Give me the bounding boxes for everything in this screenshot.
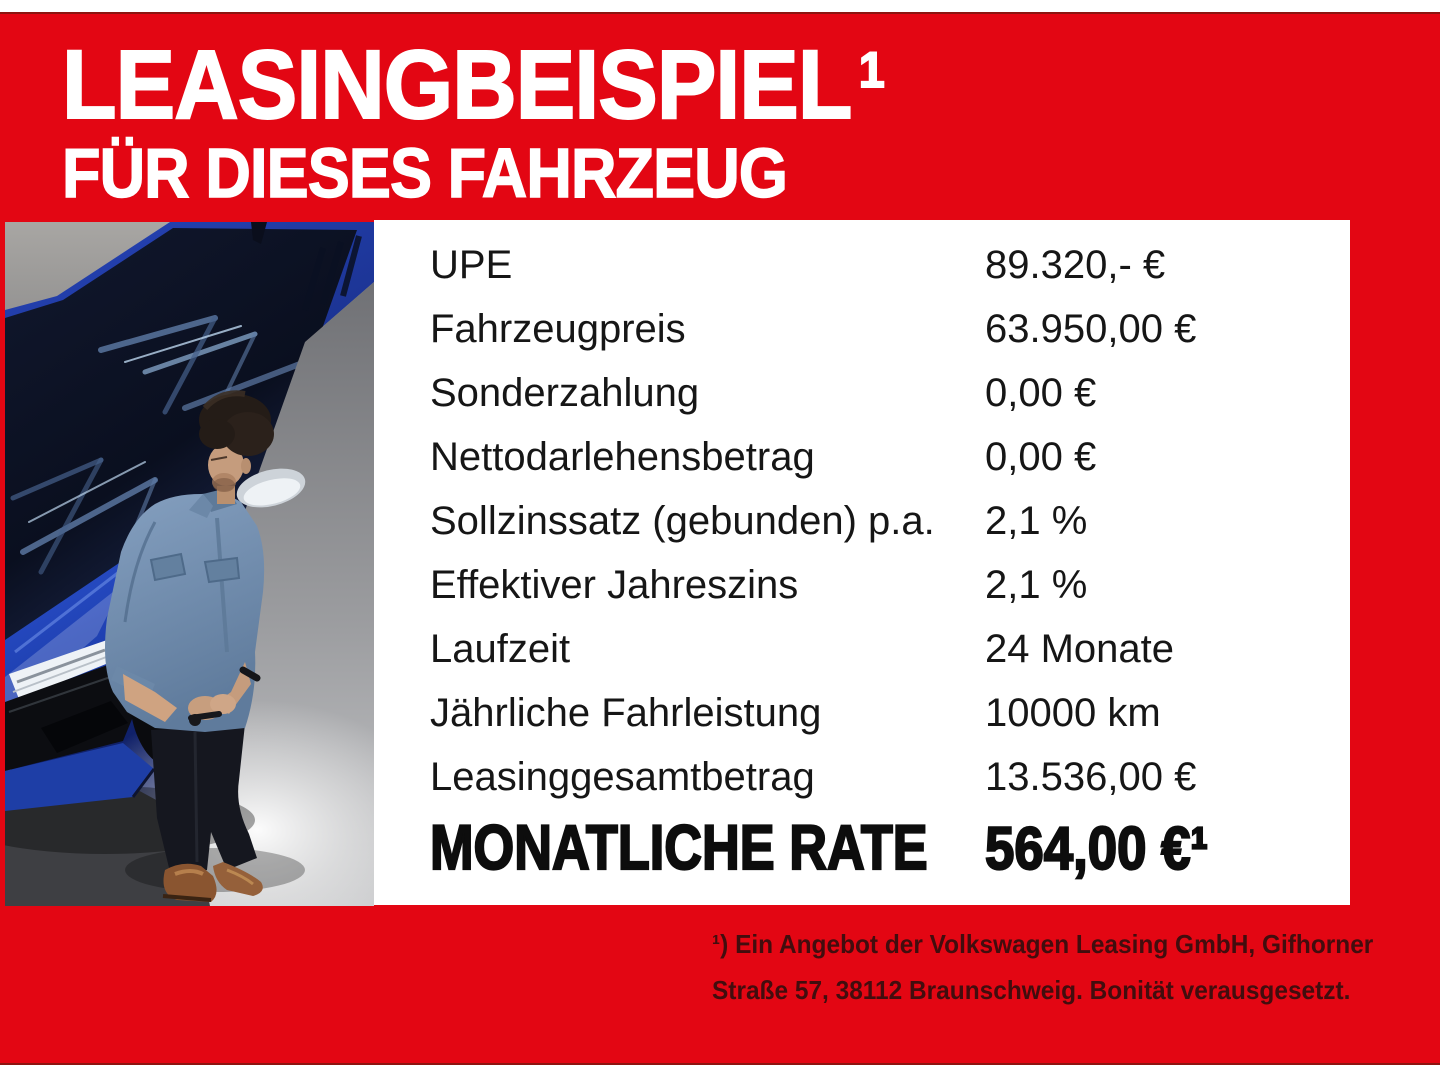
row-label: UPE [430,243,513,288]
table-row [430,553,1330,617]
leasing-details-panel [374,220,1350,905]
footnote [712,921,1373,1013]
row-label: Fahrzeugpreis [430,307,686,352]
row-label: Sonderzahlung [430,371,700,416]
row-value: 24 Monate [985,626,1175,671]
row-value: 89.320,- € [985,243,1166,288]
row-label: Laufzeit [430,626,571,671]
leasing-table [430,234,1330,809]
table-row [430,234,1330,298]
table-row [430,362,1330,426]
row-label: Leasinggesamtbetrag [430,754,815,799]
monthly-rate-label: MONATLICHE RATE [430,813,928,883]
table-row [430,426,1330,490]
row-label: Effektiver Jahreszins [430,562,799,607]
monthly-rate-value: 564,00 €¹ [985,814,1209,882]
table-row [430,490,1330,554]
row-value: 2,1 % [985,562,1088,607]
table-row [430,298,1330,362]
row-value: 63.950,00 € [985,307,1197,352]
row-value: 0,00 € [985,371,1097,416]
page-subtitle: FÜR DIESES FAHRZEUG [62,134,787,212]
vehicle-photo-art [5,222,374,906]
row-value: 2,1 % [985,499,1088,543]
monthly-rate-row [430,812,1330,884]
row-value: 10000 km [985,690,1161,735]
row-value: 0,00 € [985,435,1097,480]
page-title-text: LEASINGBEISPIEL [62,30,852,139]
row-label: Sollzinssatz (gebunden) p.a. [430,499,935,543]
footnote-line-2: Straße 57, 38112 Braunschweig. Bonität verausgesetzt. [712,975,1351,1005]
title-superscript: 1 [858,40,884,98]
table-row [430,681,1330,745]
row-label: Jährliche Fahrleistung [430,690,822,735]
table-row [430,745,1330,809]
row-label: Nettodarlehensbetrag [430,435,815,480]
footnote-line-1: ¹) Ein Angebot der Volkswagen Leasing GmbH, Gifhorner [712,929,1374,959]
page-title [62,30,884,139]
header [0,0,1440,218]
row-value: 13.536,00 € [985,754,1197,799]
table-row [430,617,1330,681]
vehicle-photo [5,222,374,906]
